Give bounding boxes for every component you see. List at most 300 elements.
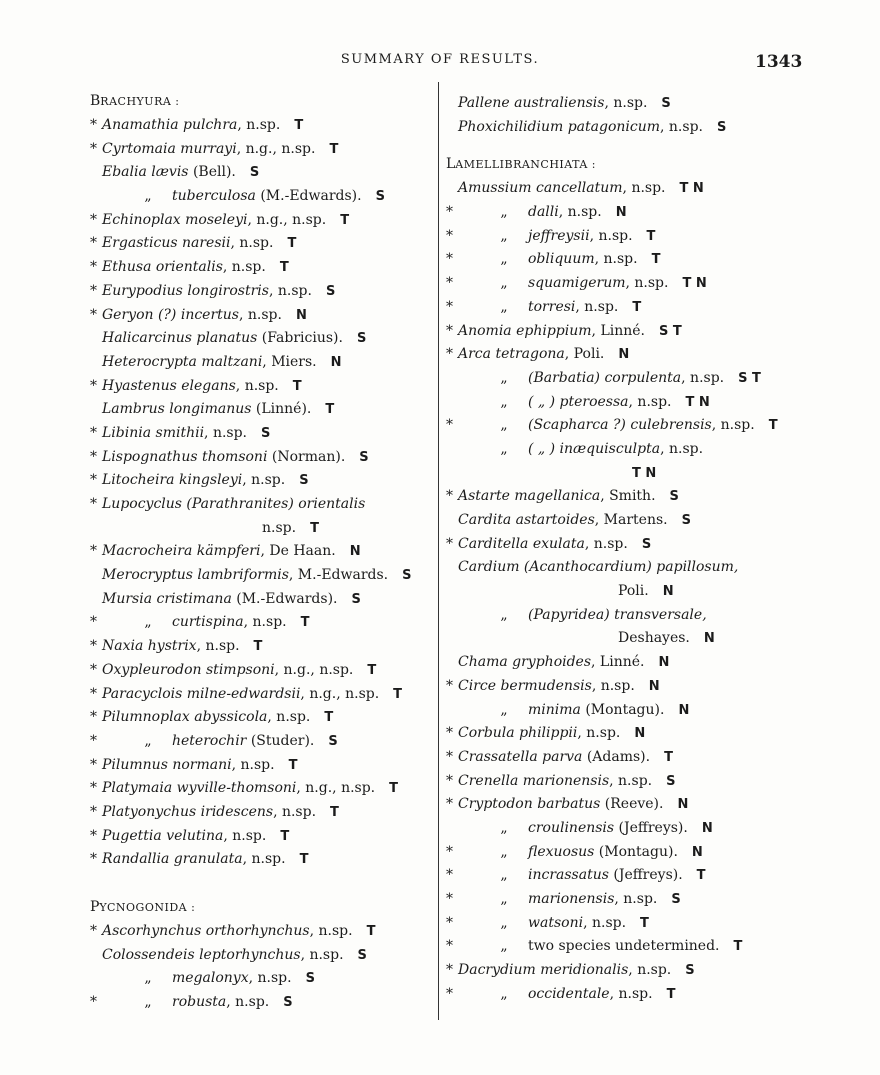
region-code: T [329, 141, 339, 157]
ditto-mark: „ [500, 819, 508, 836]
region-code: N [691, 844, 703, 860]
region-code: T [664, 749, 673, 765]
ditto-mark: „ [144, 614, 152, 631]
running-header-title: SUMMARY OF RESULTS. [340, 52, 540, 67]
new-record-marker: * [446, 843, 453, 860]
species-authority: , n.sp. [628, 393, 672, 410]
lamellibranchiata-list [446, 177, 796, 1006]
species-name: robusta [172, 994, 227, 1011]
entry-line [90, 398, 438, 422]
species-name: Platyonychus iridescens [102, 803, 274, 820]
species-authority: (Montagu). [594, 843, 678, 860]
species-name: torresi [528, 298, 576, 315]
entry-line [90, 635, 438, 659]
entry-line [446, 320, 796, 344]
section-heading-lamellibranchiata: LAMELLIBRANCHIATA : [446, 156, 597, 173]
new-record-marker: * [90, 994, 97, 1011]
new-record-marker: * [90, 803, 97, 820]
ditto-mark: „ [500, 891, 508, 907]
column-divider [438, 82, 439, 1020]
species-authority: (Bell). [188, 164, 236, 181]
entry-line [446, 959, 796, 983]
entry-line [446, 983, 796, 1007]
region-code: T [366, 924, 376, 939]
species-authority: , n.sp. [591, 677, 635, 694]
species-name: tuberculosa [172, 188, 256, 205]
entry-line [446, 580, 796, 604]
new-record-marker: * [90, 235, 97, 252]
species-authority: , n.sp. [230, 235, 274, 252]
species-name: Phoxichilidium patagonicum [458, 118, 661, 135]
region-code: T [294, 118, 304, 133]
species-name: marionensis [528, 891, 615, 907]
entry-line [446, 556, 796, 580]
region-code: N [677, 797, 689, 813]
species-authority: , n.sp. [589, 227, 633, 244]
entry-line [90, 517, 438, 541]
region-code: T [646, 228, 656, 244]
new-record-marker: * [90, 496, 97, 512]
entry-line [446, 864, 796, 888]
new-record-marker: * [90, 543, 97, 560]
entry-line [446, 935, 796, 959]
entry-line [90, 540, 438, 564]
entry-line [446, 912, 796, 936]
region-code: S [685, 963, 695, 979]
species-authority: , n.sp. [248, 970, 292, 987]
species-authority: , Miers. [262, 353, 317, 370]
new-record-marker: * [90, 923, 97, 939]
species-authority: , n.sp. [239, 306, 282, 323]
entry-line [446, 116, 796, 140]
species-authority: (Jeffreys). [608, 867, 683, 884]
species-authority: n.sp. [262, 519, 297, 536]
species-name: Anomia ephippium [458, 322, 592, 339]
region-code: S [328, 733, 338, 749]
new-record-marker: * [446, 535, 453, 552]
species-name: incrassatus [528, 867, 609, 884]
new-record-marker: * [90, 851, 97, 868]
region-code: S [357, 947, 367, 963]
region-code: S [305, 971, 315, 987]
species-name: dalli [528, 204, 559, 221]
ditto-mark: „ [500, 938, 508, 955]
new-record-marker: * [90, 614, 97, 631]
species-authority: , n.sp. [583, 914, 627, 931]
species-authority: , n.sp. [223, 827, 267, 844]
species-authority: (Norman). [267, 448, 346, 465]
new-record-marker: * [90, 259, 97, 276]
region-code: T [288, 757, 298, 773]
entry-line [90, 469, 438, 493]
species-name: Oxypleurodon stimpsoni [102, 661, 275, 678]
species-name: Lambrus longimanus [102, 401, 252, 418]
entry-line [90, 280, 438, 304]
ditto-mark: „ [500, 275, 508, 292]
section-heading-brachyura: BRACHYURA : [90, 93, 180, 109]
new-record-marker: * [90, 685, 97, 702]
region-code: T [666, 986, 676, 1002]
right-column [446, 92, 796, 1006]
species-authority: , n.sp. [242, 851, 286, 868]
entry-line [446, 675, 796, 699]
region-code: S T [738, 370, 761, 386]
brachyura-list [90, 114, 438, 872]
new-record-marker: * [90, 117, 97, 133]
species-name: Echinoplax moseleyi [102, 211, 248, 228]
species-name: Libinia smithii [102, 424, 205, 441]
region-code: T N [685, 394, 710, 410]
species-name: (Scapharca ?) culebrensis [528, 417, 712, 434]
new-record-marker: * [446, 298, 453, 315]
entry-line [90, 422, 438, 446]
species-name: Cardium (Acanthocardium) papillosum, [458, 559, 739, 576]
region-code: S [299, 473, 309, 489]
new-record-marker: * [446, 677, 453, 694]
new-record-marker: * [446, 417, 453, 434]
entry-line [90, 659, 438, 683]
region-code: N [330, 354, 342, 370]
region-code: S [249, 165, 260, 181]
region-code: T [632, 299, 642, 315]
species-authority: , Linné. [591, 322, 645, 339]
ditto-mark: „ [144, 732, 152, 749]
species-authority: , n.sp. [231, 756, 275, 773]
new-record-marker: * [446, 796, 453, 813]
new-record-marker: * [90, 756, 97, 773]
species-authority: (Studer). [246, 732, 315, 749]
species-authority: , n.sp. [660, 118, 703, 135]
species-authority: , n.sp. [609, 772, 653, 789]
new-record-marker: * [90, 140, 97, 157]
entry-line [446, 770, 796, 794]
ditto-mark: „ [144, 970, 152, 987]
region-code: N [658, 655, 670, 671]
region-code: S [325, 283, 336, 299]
species-authority: , n.sp. [584, 535, 628, 552]
ditto-mark: „ [500, 606, 508, 623]
region-code: N [618, 347, 630, 363]
species-name: ( „ ) inæquisculpta [528, 440, 661, 457]
region-code: S [671, 892, 681, 907]
species-name: Pugettia velutina [102, 827, 224, 844]
section-heading-pycnogonida: PYCNOGONIDA : [90, 899, 196, 915]
ditto-mark: „ [500, 440, 508, 457]
species-name: Pallene australiensis [458, 95, 605, 111]
entry-line [446, 201, 796, 225]
ditto-mark: „ [500, 227, 508, 244]
new-record-marker: * [446, 204, 453, 221]
new-record-marker: * [446, 867, 453, 884]
species-authority: (Adams). [582, 748, 651, 765]
ditto-mark: „ [500, 701, 508, 718]
species-authority: , n.g., n.sp. [236, 140, 316, 157]
ditto-mark: „ [500, 298, 508, 315]
entry-line [90, 825, 438, 849]
region-code: T [330, 804, 339, 820]
entry-line [90, 351, 438, 375]
region-code: T [696, 868, 706, 884]
species-name: watsoni [528, 914, 584, 931]
entry-line [90, 256, 438, 280]
entry-line [446, 627, 796, 651]
species-name: Circe bermudensis [458, 677, 592, 694]
new-record-marker: * [90, 732, 97, 749]
species-authority: , M.-Edwards. [288, 567, 389, 584]
species-authority: two species undetermined. [528, 938, 720, 955]
species-name: Anamathia pulchra [102, 117, 238, 133]
region-code: S T [659, 323, 682, 339]
species-name: occidentale [528, 985, 610, 1002]
entry-line [446, 343, 796, 367]
species-authority: , n.sp. [628, 962, 672, 979]
entry-line [90, 944, 438, 968]
new-record-marker: * [90, 306, 97, 323]
species-name: Randallia granulata [102, 851, 243, 868]
entry-line [446, 888, 796, 912]
entry-line [90, 801, 438, 825]
entry-line [446, 651, 796, 675]
species-authority: , n.sp. [226, 994, 270, 1011]
ditto-mark: „ [500, 369, 508, 386]
new-record-marker: * [446, 748, 453, 765]
species-name: Ethusa orientalis [102, 259, 223, 276]
new-record-marker: * [90, 638, 97, 655]
region-code: T [299, 852, 309, 868]
species-authority: , n.sp. [660, 440, 704, 457]
species-name: Litocheira kingsleyi [102, 472, 243, 489]
species-name: curtispina [172, 614, 244, 631]
species-authority: , n.sp. [575, 298, 619, 315]
species-name: squamigerum [528, 275, 626, 292]
region-code: T [768, 418, 778, 434]
species-authority: (Jeffreys). [614, 819, 688, 836]
ditto-mark: „ [500, 251, 508, 268]
species-authority: (M.-Edwards). [255, 188, 362, 205]
new-record-marker: * [446, 772, 453, 789]
region-code: N [295, 307, 307, 323]
entry-line [446, 817, 796, 841]
entry-line [446, 225, 796, 249]
species-name: (Papyridea) transversale, [528, 606, 707, 623]
species-name: Pilumnoplax abyssicola [102, 709, 268, 726]
species-name: Ascorhynchus orthorhynchus [102, 923, 310, 939]
species-name: Chama gryphoides [458, 654, 592, 671]
new-record-marker: * [446, 227, 453, 244]
left-column [90, 88, 438, 1015]
species-name: Crenella marionensis [458, 772, 610, 789]
entry-line [90, 114, 438, 138]
species-authority: , n.sp. [300, 946, 344, 963]
ditto-mark: „ [500, 417, 508, 434]
species-name: minima [528, 701, 581, 718]
species-authority: , n.sp. [558, 204, 602, 221]
species-name: Astarte magellanica [458, 488, 601, 505]
region-code: S [641, 536, 652, 552]
entry-line [446, 722, 796, 746]
entry-line [90, 564, 438, 588]
species-authority: , Linné. [591, 654, 645, 671]
region-code: N [662, 584, 674, 600]
species-authority: (M.-Edwards). [231, 590, 338, 607]
entry-line [90, 232, 438, 256]
species-authority: , n.sp. [242, 472, 286, 489]
entry-line [446, 533, 796, 557]
region-code: S [359, 449, 369, 465]
entry-line [90, 493, 438, 517]
species-authority: , n.sp. [267, 709, 311, 726]
new-record-marker: * [90, 780, 97, 797]
species-authority: , Poli. [564, 346, 605, 363]
region-code: N [349, 544, 361, 560]
pycnogonida-list [90, 920, 438, 1015]
species-name: Corbula philippii [458, 725, 578, 742]
region-code: S [356, 331, 367, 347]
region-code: S [375, 189, 385, 205]
ditto-mark: „ [500, 204, 508, 221]
new-record-marker: * [90, 709, 97, 726]
new-record-marker: * [90, 661, 97, 678]
species-name: Cardita astartoides [458, 512, 595, 528]
species-name: Macrocheira kämpferi [102, 543, 261, 560]
species-name: Platymaia wyville-thomsoni [102, 780, 297, 797]
entry-line [90, 611, 438, 635]
ditto-mark: „ [500, 914, 508, 931]
species-authority: , n.sp. [235, 377, 279, 394]
entry-line [90, 777, 438, 801]
region-code: T [393, 686, 403, 702]
species-authority: , n.g., n.sp. [247, 211, 327, 228]
species-authority: , n.sp. [204, 424, 248, 441]
new-record-marker: * [446, 488, 453, 505]
species-name: Arca tetragona [458, 346, 565, 363]
entry-line [90, 848, 438, 872]
species-name: Heterocrypta maltzani [102, 353, 263, 370]
entry-line [446, 92, 796, 116]
region-code: T [367, 662, 377, 678]
species-name: Hyastenus elegans [102, 377, 236, 394]
new-record-marker: * [446, 985, 453, 1002]
region-code: T [389, 781, 399, 797]
new-record-marker: * [446, 251, 453, 268]
region-code: S [681, 513, 691, 528]
entry-line [446, 367, 796, 391]
region-code: T [340, 212, 350, 228]
page-number: 1343 [755, 52, 803, 72]
species-name: jeffreysii [528, 227, 590, 244]
region-code: S [666, 773, 676, 789]
entry-line [90, 446, 438, 470]
entry-line [446, 604, 796, 628]
region-code: S [669, 489, 679, 505]
species-name: Lupocyclus (Parathranites) orientalis [102, 496, 366, 512]
species-authority: , n.sp. [268, 282, 312, 299]
entry-line [446, 177, 796, 201]
entry-line [446, 485, 796, 509]
species-authority: (Fabricius). [257, 330, 343, 347]
entry-line [446, 509, 796, 533]
species-authority: Poli. [618, 583, 649, 600]
region-code: T N [632, 465, 657, 481]
entry-line [446, 248, 796, 272]
species-name: obliquum [528, 251, 595, 268]
species-authority: , n.sp. [614, 891, 658, 907]
ditto-mark: „ [144, 188, 152, 205]
entry-line [90, 209, 438, 233]
species-authority: , n.g., n.sp. [274, 661, 354, 678]
region-code: N [648, 678, 660, 694]
species-name: Cryptodon barbatus [458, 796, 601, 813]
entry-line [90, 375, 438, 399]
species-authority: , n.sp. [237, 117, 281, 133]
entry-line [90, 730, 438, 754]
region-code: N [678, 702, 690, 718]
entry-line [90, 327, 438, 351]
region-code: S [661, 96, 671, 111]
entry-line [446, 438, 796, 462]
region-code: T [292, 378, 302, 394]
species-authority: , n.sp. [309, 923, 353, 939]
region-code: S [402, 568, 412, 584]
ditto-mark: „ [500, 393, 508, 410]
new-record-marker: * [446, 275, 453, 292]
species-authority: , n.sp. [577, 725, 621, 742]
new-record-marker: * [90, 827, 97, 844]
region-code: T [287, 236, 297, 252]
species-authority: (Linné). [251, 401, 312, 418]
pycnogonida-continued-list [446, 92, 796, 139]
new-record-marker: * [90, 377, 97, 394]
new-record-marker: * [90, 424, 97, 441]
new-record-marker: * [446, 962, 453, 979]
species-name: Amussium cancellatum [458, 180, 623, 197]
ditto-mark: „ [500, 867, 508, 884]
entry-line [90, 138, 438, 162]
species-authority: , n.sp. [243, 614, 287, 631]
entry-line [90, 967, 438, 991]
entry-line [90, 185, 438, 209]
new-record-marker: * [90, 472, 97, 489]
entry-line [90, 683, 438, 707]
region-code: N [701, 820, 713, 836]
species-authority: , n.sp. [273, 803, 317, 820]
region-code: N [703, 631, 715, 647]
species-name: megalonyx [172, 970, 249, 987]
species-name: Carditella exulata [458, 535, 585, 552]
species-authority: , n.sp. [222, 259, 266, 276]
region-code: T [300, 615, 310, 631]
region-code: T N [682, 276, 707, 292]
region-code: T [325, 402, 335, 418]
species-name: (Barbatia) corpulenta [528, 369, 682, 386]
new-record-marker: * [90, 211, 97, 228]
region-code: T N [679, 181, 704, 197]
entry-line [90, 304, 438, 328]
region-code: T [651, 252, 661, 268]
species-name: Merocryptus lambriformis [102, 567, 289, 584]
region-code: T [279, 260, 289, 276]
region-code: S [261, 425, 271, 441]
entry-line [90, 991, 438, 1015]
species-authority: , n.sp. [594, 251, 638, 268]
species-name: ( „ ) pteroessa [528, 393, 629, 410]
entry-line [446, 414, 796, 438]
species-name: Naxia hystrix [102, 638, 197, 655]
species-name: Mursia cristimana [102, 590, 232, 607]
region-code: T [310, 520, 319, 536]
species-authority: , n.sp. [622, 180, 666, 197]
species-name: Dacrydium meridionalis [458, 962, 629, 979]
